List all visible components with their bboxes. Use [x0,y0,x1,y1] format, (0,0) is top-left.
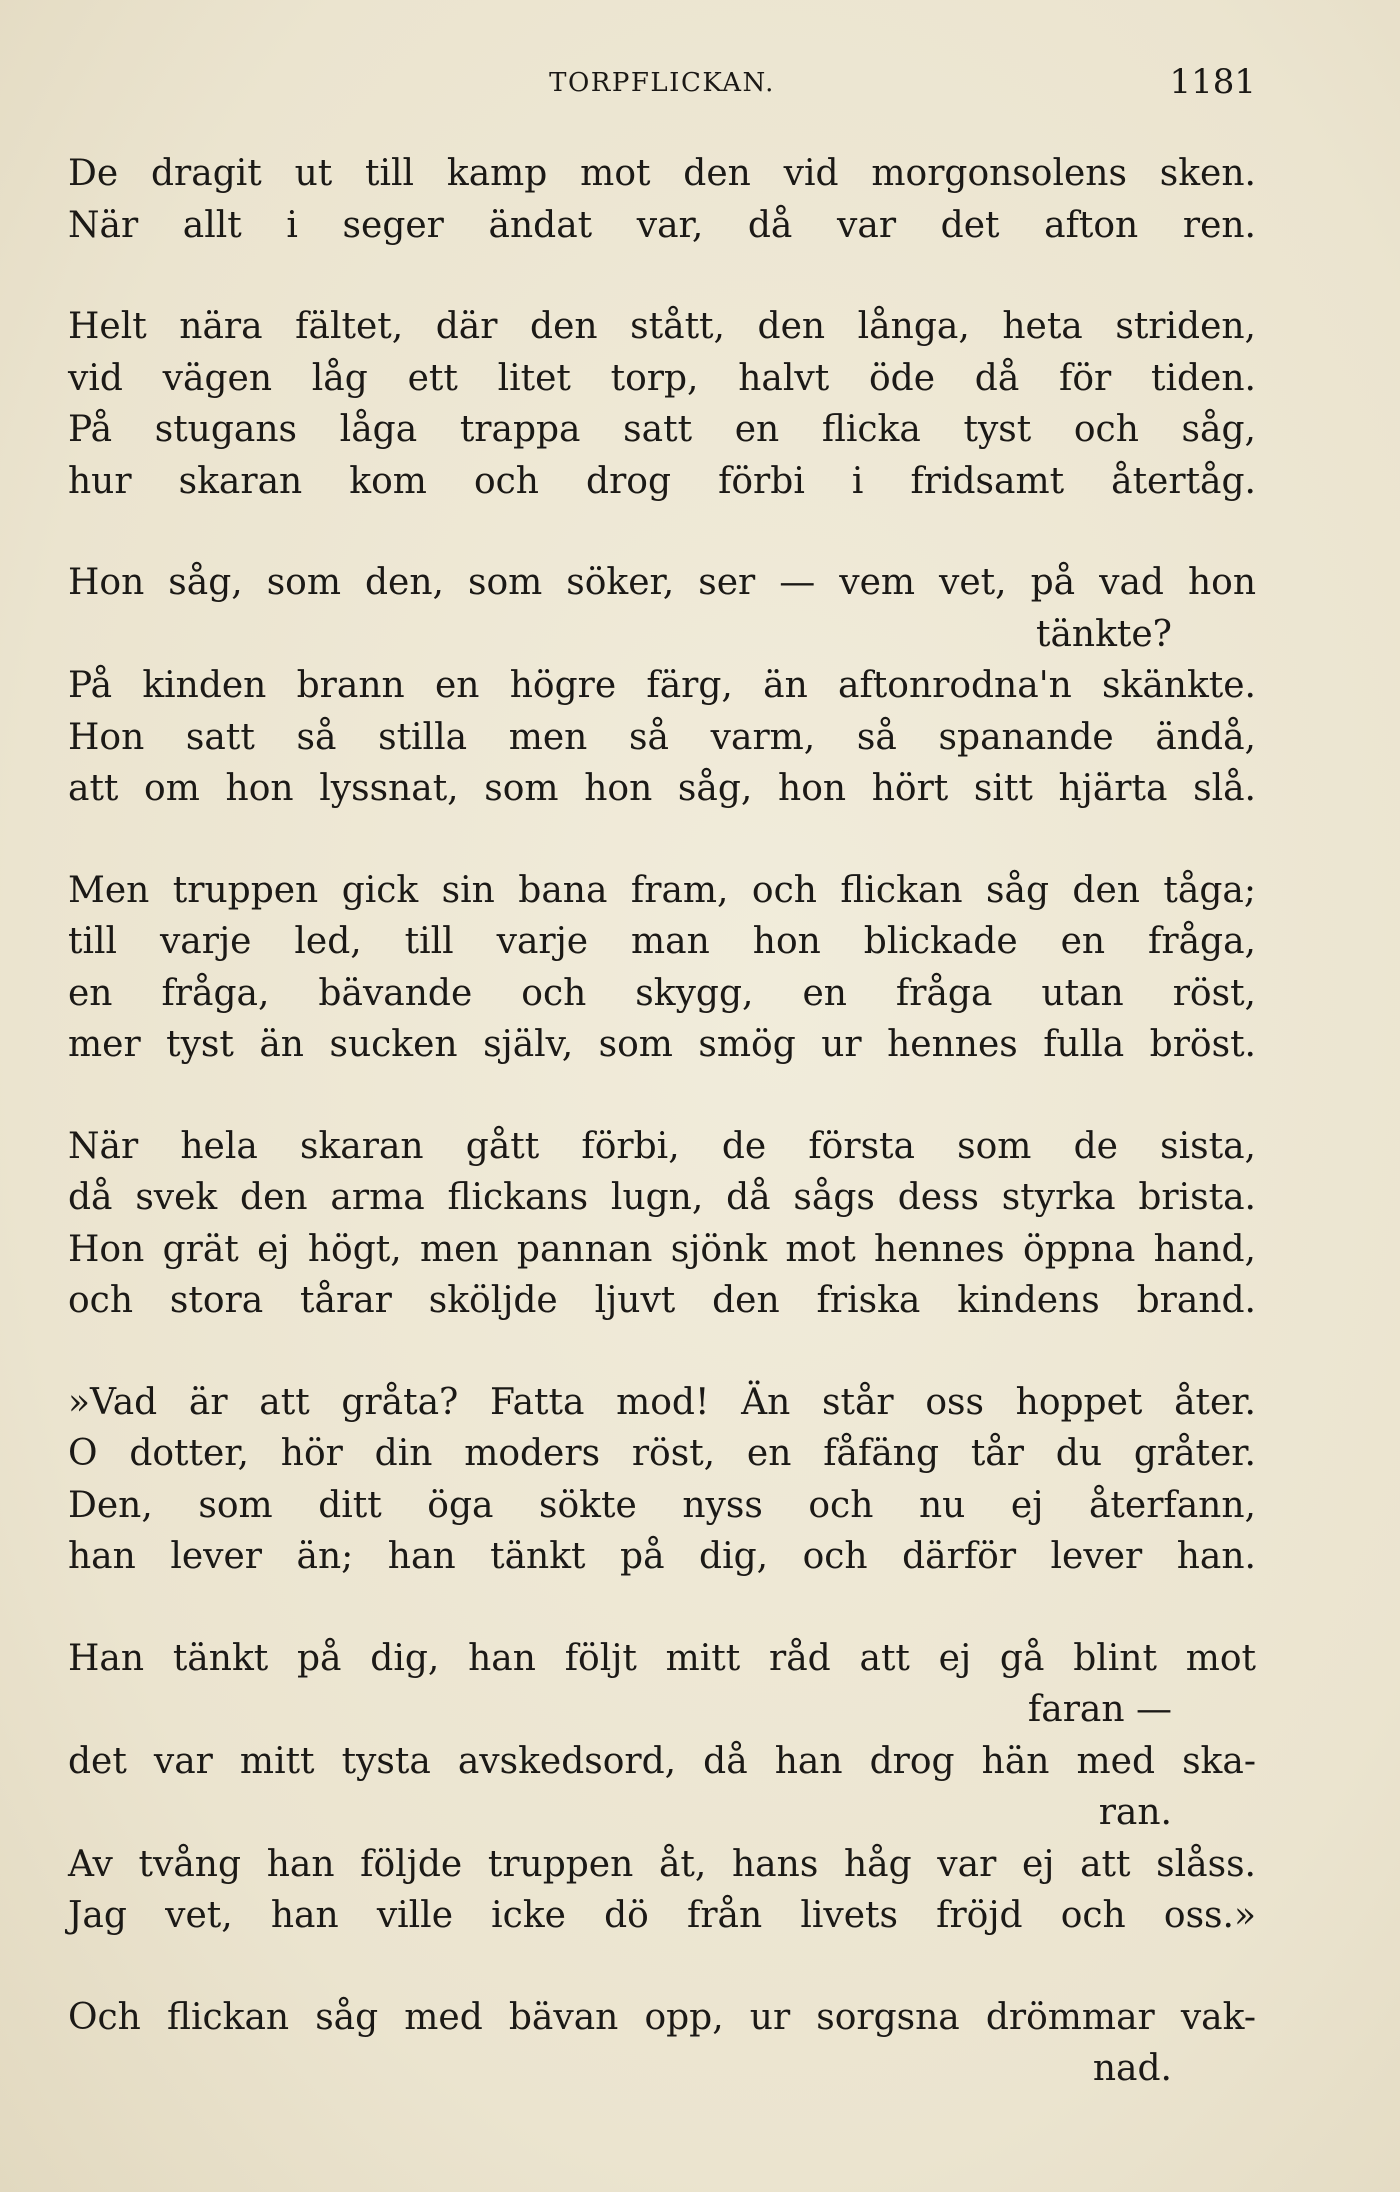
verse-line-continuation: faran — [1027,1689,1172,1730]
verse-line: Men truppen gick sin bana fram, och flickan såg den tåga; [68,869,1256,911]
verse-line: På stugans låga trappa satt en flicka tyst och såg, [68,409,1256,450]
verse-line: han lever än; han tänkt på dig, och därför lever han. [68,1536,1256,1577]
stanza [68,1992,1256,2095]
verse-line: hur skaran kom och drog förbi i fridsamt återtåg. [68,460,1256,502]
verse-line: vid vägen låg ett litet torp, halvt öde då för tiden. [68,357,1256,399]
verse-line: Han tänkt på dig, han följt mitt råd att ej gå blint mot [68,1637,1256,1679]
verse-line-continuation: nad. [1092,2048,1172,2089]
verse-line: Helt nära fältet, där den stått, den långa, heta striden, [68,306,1256,347]
verse-line: då svek den arma flickans lugn, då sågs dess styrka brista. [68,1177,1256,1218]
verse-line: att om hon lyssnat, som hon såg, hon hört sitt hjärta slå. [68,768,1256,809]
verse-line: O dotter, hör din moders röst, en fåfäng tår du gråter. [68,1433,1256,1474]
verse-line: När hela skaran gått förbi, de första som de sista, [68,1125,1256,1167]
verse-line: en fråga, bävande och skygg, en fråga utan röst, [68,972,1256,1014]
verse-line: »Vad är att gråta? Fatta mod! Än står oss hoppet åter. [68,1381,1256,1423]
verse-line: och stora tårar sköljde ljuvt den friska kindens brand. [68,1280,1256,1321]
verse-line: Och flickan såg med bävan opp, ur sorgsna drömmar vak- [68,1996,1256,2038]
verse-line: Av tvång han följde truppen åt, hans håg var ej att slåss. [68,1843,1256,1885]
verse-line: De dragit ut till kamp mot den vid morgonsolens sken. [68,153,1256,194]
verse-line: till varje led, till varje man hon blickade en fråga, [68,921,1256,962]
running-title: TORPFLICKAN. [549,68,775,98]
stanza [68,148,1256,251]
stanza [68,1633,1256,1942]
poem [68,148,1256,2145]
stanza [68,1377,1256,1583]
stanza [68,865,1256,1071]
stanza [68,1121,1256,1327]
verse-line: det var mitt tysta avskedsord, då han drog hän med ska- [68,1740,1256,1782]
verse-line: Hon grät ej högt, men pannan sjönk mot hennes öppna hand, [68,1228,1256,1270]
stanza [68,301,1256,507]
verse-line: På kinden brann en högre färg, än aftonrodna'n skänkte. [68,665,1256,706]
verse-line: Hon satt så stilla men så varm, så spanande ändå, [68,716,1256,758]
verse-line-continuation: tänkte? [1035,613,1172,655]
verse-line: När allt i seger ändat var, då var det afton ren. [68,204,1256,246]
page-number: 1181 [1169,62,1256,102]
verse-line: Jag vet, han ville icke dö från livets fröjd och oss.» [68,1895,1256,1936]
verse-line-continuation: ran. [1098,1792,1172,1833]
page-header [68,62,1256,108]
verse-line: Hon såg, som den, som söker, ser — vem vet, på vad hon [68,562,1256,603]
verse-line: mer tyst än sucken själv, som smög ur hennes fulla bröst. [68,1024,1256,1065]
stanza [68,557,1256,815]
verse-line: Den, som ditt öga sökte nyss och nu ej återfann, [68,1484,1256,1526]
